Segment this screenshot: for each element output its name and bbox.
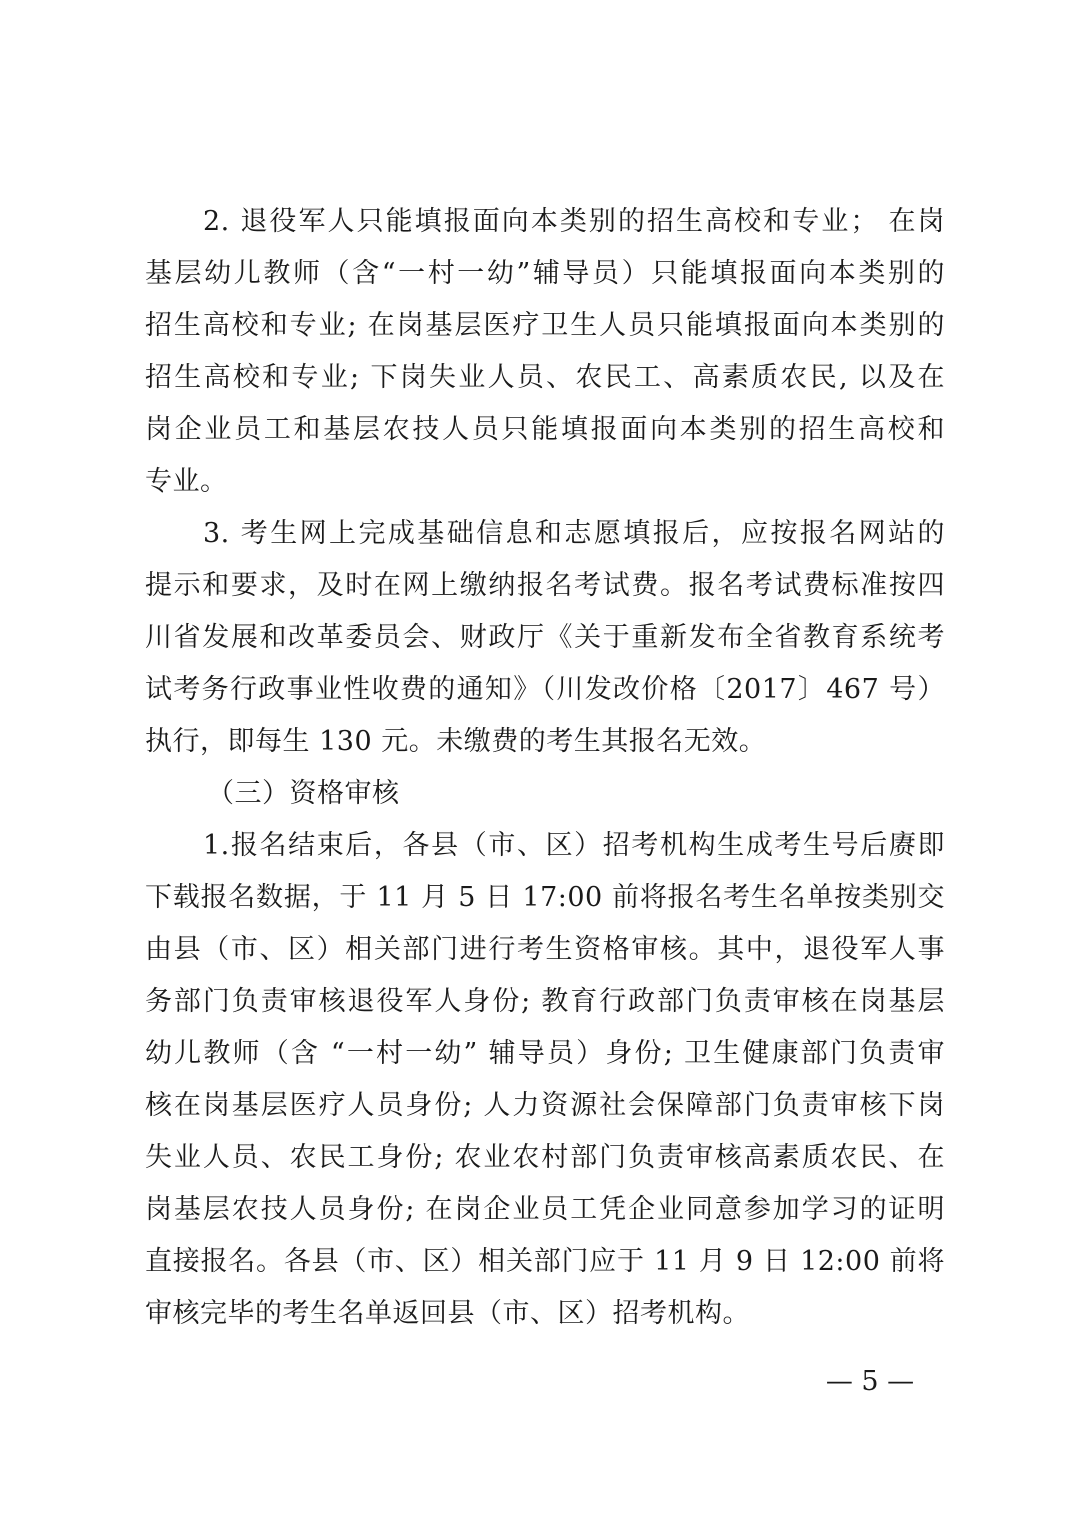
section-heading-qualification-review: （三）资格审核 (207, 778, 400, 809)
paragraph-4-line-8: 岗基层农技人员身份; 在岗企业员工凭企业同意参加学习的证明 (145, 1194, 945, 1225)
paragraph-4-line-4: 务部门负责审核退役军人身份; 教育行政部门负责审核在岗基层 (145, 986, 945, 1017)
paragraph-4-line-10: 审核完毕的考生名单返回县（市、区）招考机构。 (145, 1298, 750, 1329)
paragraph-2-line-1: 2. 退役军人只能填报面向本类别的招生高校和专业； 在岗 (203, 206, 945, 237)
paragraph-3-line-1: 3. 考生网上完成基础信息和志愿填报后，应按报名网站的 (203, 518, 945, 549)
paragraph-4-line-1: 1.报名结束后，各县（市、区）招考机构生成考生号后赓即 (203, 830, 945, 861)
paragraph-3-line-5: 执行，即每生 130 元。未缴费的考生其报名无效。 (145, 726, 767, 757)
page-number: — 5 — (825, 1366, 915, 1397)
paragraph-2-line-4: 招生高校和专业; 下岗失业人员、农民工、高素质农民, 以及在 (145, 362, 945, 393)
paragraph-2-line-5: 岗企业员工和基层农技人员只能填报面向本类别的招生高校和 (145, 414, 945, 445)
paragraph-4-line-2: 下载报名数据，于 11 月 5 日 17:00 前将报名考生名单按类别交 (145, 882, 945, 913)
paragraph-3-line-2: 提示和要求，及时在网上缴纳报名考试费。报名考试费标准按四 (145, 570, 945, 601)
paragraph-4-line-9: 直接报名。各县（市、区）相关部门应于 11 月 9 日 12:00 前将 (145, 1246, 945, 1277)
paragraph-2-line-2: 基层幼儿教师（含“一村一幼”辅导员）只能填报面向本类别的 (145, 258, 945, 289)
paragraph-3-line-3: 川省发展和改革委员会、财政厅《关于重新发布全省教育系统考 (145, 622, 945, 653)
paragraph-4-line-6: 核在岗基层医疗人员身份; 人力资源社会保障部门负责审核下岗 (145, 1090, 945, 1121)
paragraph-4-line-7: 失业人员、农民工身份; 农业农村部门负责审核高素质农民、在 (145, 1142, 945, 1173)
paragraph-3-line-4: 试考务行政事业性收费的通知》（川发改价格〔2017〕467 号） (145, 674, 945, 705)
document-body (145, 196, 945, 1340)
paragraph-2-line-3: 招生高校和专业; 在岗基层医疗卫生人员只能填报面向本类别的 (145, 310, 945, 341)
paragraph-4-line-3: 由县（市、区）相关部门进行考生资格审核。其中，退役军人事 (145, 934, 945, 965)
paragraph-2-line-6: 专业。 (145, 466, 228, 497)
paragraph-4-line-5: 幼儿教师（含 “一村一幼” 辅导员）身份; 卫生健康部门负责审 (145, 1038, 945, 1069)
